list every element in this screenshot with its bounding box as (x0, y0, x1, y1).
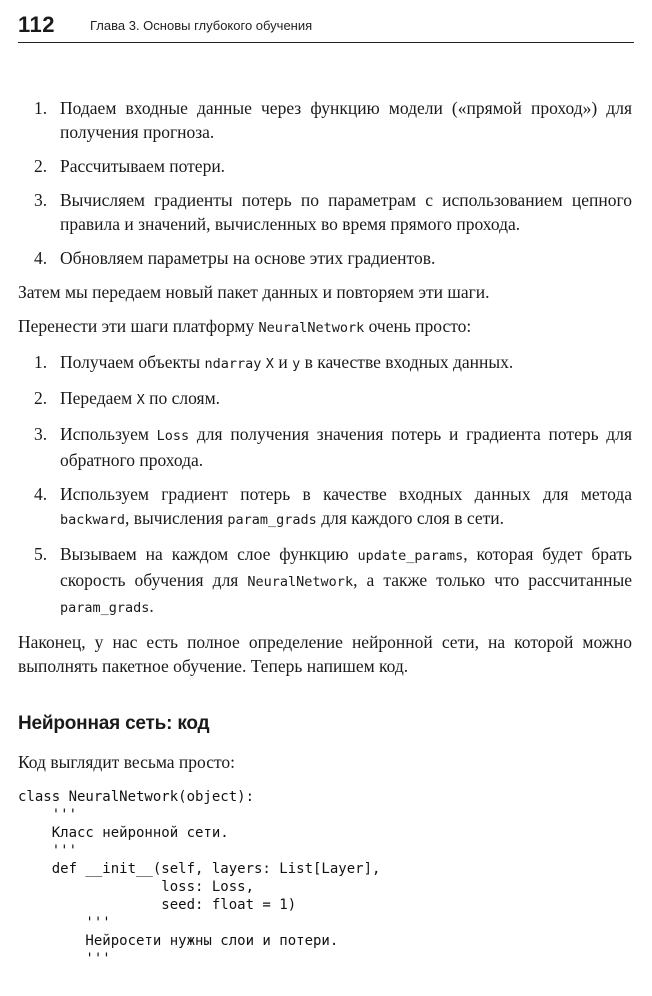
inline-code: update_params (357, 548, 464, 564)
text-run: , вычисления (125, 508, 228, 528)
list-item (18, 188, 632, 236)
training-steps-list (18, 96, 632, 270)
text-run: для получения значения потерь и градиента потерь для обратного прохода. (60, 424, 632, 470)
list-item (18, 350, 632, 376)
list-item (18, 154, 632, 178)
text-run: для каждого слоя в сети. (316, 508, 504, 528)
list-number: 4. (34, 248, 48, 268)
list-number: 4. (34, 484, 48, 504)
running-head: Глава 3. Основы глубокого обучения (90, 18, 313, 33)
inline-code: NeuralNetwork (258, 320, 365, 336)
list-item-text: Вычисляем градиенты потерь по параметрам с использованием цепного правила и значений, вычисленных во время прямого прохода. (60, 190, 632, 234)
inline-code: backward (60, 512, 126, 528)
list-number: 3. (34, 424, 48, 444)
inline-code: X (136, 392, 145, 408)
list-item (18, 482, 632, 532)
list-number: 1. (34, 352, 48, 372)
list-number: 1. (34, 98, 48, 118)
text-run: Используем (60, 424, 157, 444)
list-number: 2. (34, 388, 48, 408)
text-run: Передаем (60, 388, 137, 408)
framework-steps-list (18, 350, 632, 620)
inline-code: Loss (156, 428, 190, 444)
paragraph: Затем мы передаем новый пакет данных и повторяем эти шаги. (18, 282, 490, 302)
inline-code: ndarray (204, 356, 262, 372)
code-block: class NeuralNetwork(object): ''' Класс нейронной сети. ''' def __init__(self, layers: List[Layer], loss: Loss, seed: float = 1) ''' Нейросети нужны слои и потери. ''' (18, 789, 381, 967)
paragraph: Код выглядит весьма просто: (18, 752, 236, 772)
list-item-text: Обновляем параметры на основе этих градиентов. (60, 248, 436, 268)
text-run: по слоям. (144, 388, 221, 408)
page-body (18, 96, 632, 968)
text-run: Вызываем на каждом слое функцию (60, 544, 358, 564)
list-item-text: Рассчитываем потери. (60, 156, 226, 176)
text-run: . (149, 596, 154, 616)
inline-code: param_grads (227, 512, 317, 528)
list-item (18, 386, 632, 412)
list-item (18, 96, 632, 144)
paragraph: Наконец, у нас есть полное определение нейронной сети, на которой можно выполнять пакетное обучение. Теперь напишем код. (18, 632, 632, 676)
inline-code: NeuralNetwork (247, 574, 354, 590)
inline-code: y (292, 356, 301, 372)
text-run: Перенести эти шаги платформу (18, 316, 259, 336)
text-run: , которая будет брать скорость обучения для (60, 544, 633, 590)
list-item (18, 246, 632, 270)
list-number: 2. (34, 156, 48, 176)
text-run: очень просто: (364, 316, 472, 336)
text-run: Используем градиент потерь в качестве входных данных для метода (60, 484, 632, 504)
inline-code: param_grads (60, 600, 150, 616)
text-run: , а также только что рассчитанные (353, 570, 632, 590)
page-number: 112 (18, 12, 55, 37)
list-number: 3. (34, 190, 48, 210)
list-number: 5. (34, 544, 48, 564)
section-heading: Нейронная сеть: код (18, 713, 210, 734)
text-run: и (273, 352, 293, 372)
paragraph (18, 314, 632, 340)
text-run: в качестве входных данных. (300, 352, 514, 372)
list-item (18, 422, 632, 472)
page-header (18, 10, 634, 43)
list-item (18, 542, 632, 620)
text-run: Получаем объекты (60, 352, 205, 372)
list-item-text: Подаем входные данные через функцию модели («прямой проход») для получения прогноза. (60, 98, 632, 142)
inline-code: X (265, 356, 274, 372)
